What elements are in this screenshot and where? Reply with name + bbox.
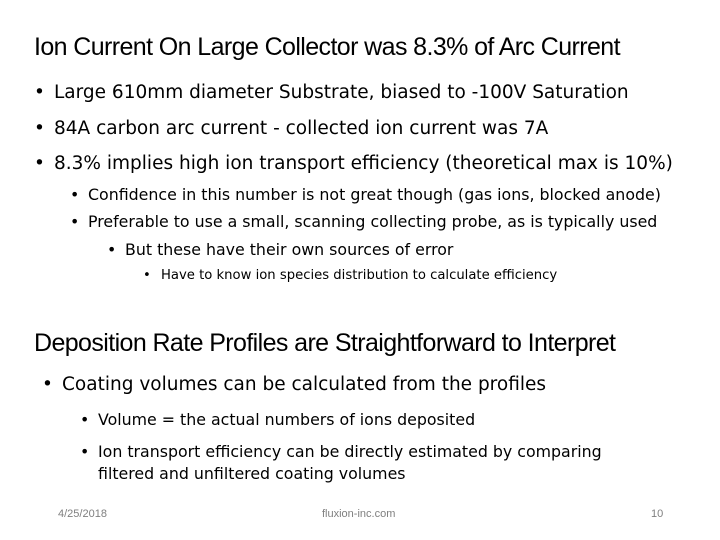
section-title: Ion Current On Large Collector was 8.3% of Arc Current [34,33,620,61]
footer-date: 4/25/2018 [58,508,107,520]
sub-bullet-text: Volume = the actual numbers of ions deposited [98,410,476,429]
bullet-glyph: • [80,410,90,429]
bullet-text: Large 610mm diameter Substrate, biased to -100V Saturation [54,82,629,103]
sub-bullet-continuation: filtered and unfiltered coating volumes [98,464,406,483]
bullet-glyph: • [42,374,53,395]
bullet-glyph: • [34,82,45,103]
page-number: 10 [651,508,664,520]
bullet-text: Coating volumes can be calculated from the profiles [62,374,547,395]
sub-sub-sub-bullet-text: Have to know ion species distribution to calculate efficiency [161,268,558,283]
footer-site: fluxion-inc.com [322,508,396,520]
sub-sub-bullet-text: But these have their own sources of error [125,240,454,259]
bullet-text: 8.3% implies high ion transport efficiency (theoretical max is 10%) [54,153,673,174]
section-title: Deposition Rate Profiles are Straightforward to Interpret [34,329,616,357]
bullet-glyph: • [80,442,90,461]
sub-bullet-text: Preferable to use a small, scanning collecting probe, as is typically used [88,212,658,231]
bullet-glyph: • [34,118,45,139]
sub-bullet-text: Confidence in this number is not great though (gas ions, blocked anode) [88,185,661,204]
bullet-glyph: • [34,153,45,174]
bullet-glyph: • [70,212,80,231]
bullet-glyph: • [107,240,117,259]
sub-bullet-text: Ion transport efficiency can be directly estimated by comparing [98,442,602,461]
bullet-glyph: • [143,268,151,283]
bullet-text: 84A carbon arc current - collected ion current was 7A [54,118,549,139]
bullet-glyph: • [70,185,80,204]
